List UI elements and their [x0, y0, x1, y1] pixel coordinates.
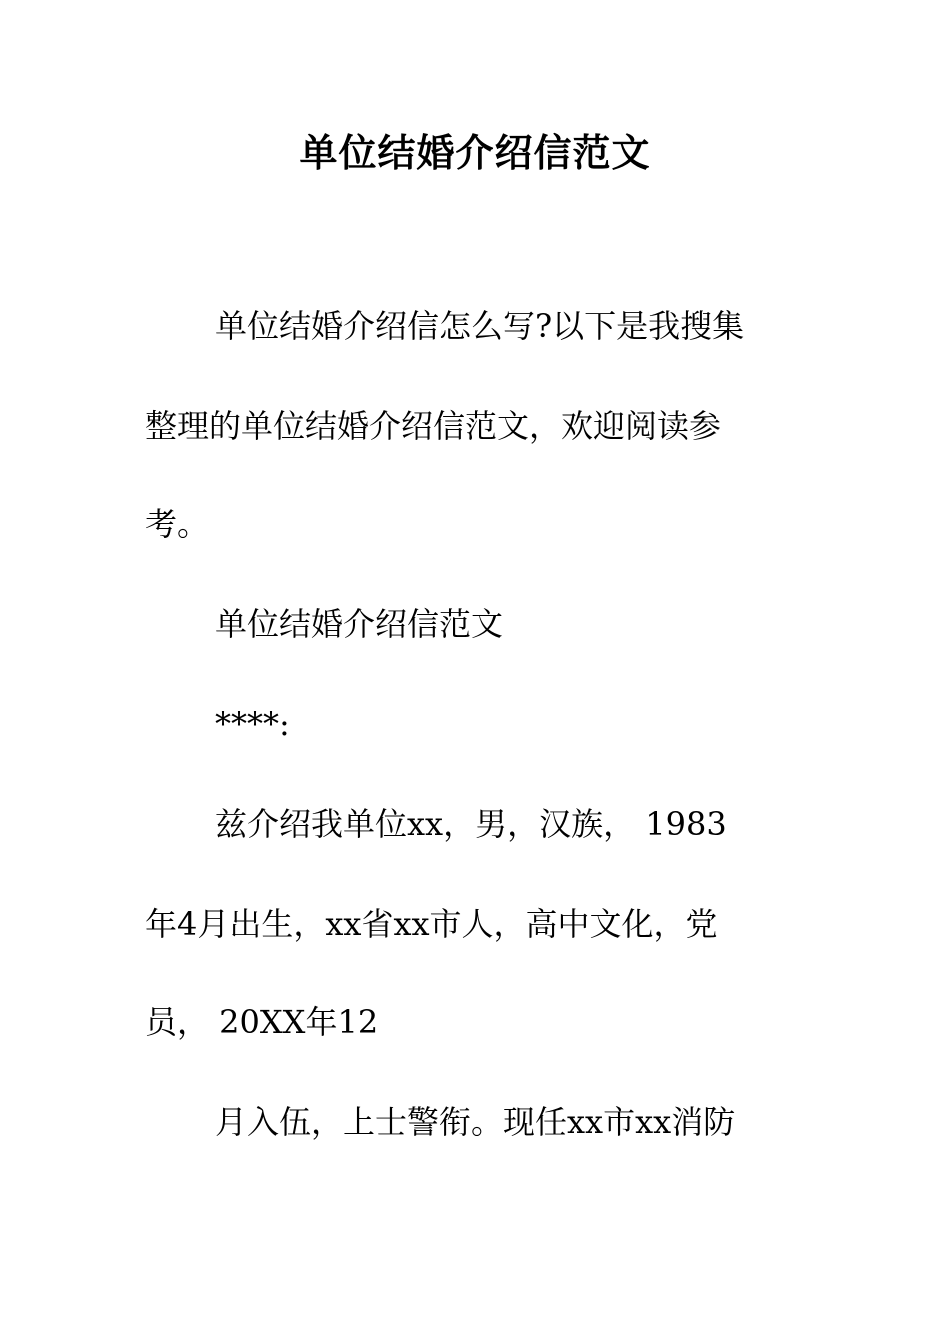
body-line-2: 年4月出生，xx省xx市人，高中文化，党 [145, 905, 718, 943]
body-line-4: 月入伍，上士警衔。现任xx市xx消防 [215, 1103, 736, 1141]
paragraph-line-3: 考。 [145, 505, 210, 543]
paragraph-line-2: 整理的单位结婚介绍信范文，欢迎阅读参 [145, 407, 722, 445]
salutation-line: ****: [215, 705, 290, 743]
subheading-line: 单位结婚介绍信范文 [215, 605, 504, 643]
document-title: 单位结婚介绍信范文 [299, 131, 651, 175]
paragraph-line-1: 单位结婚介绍信怎么写?以下是我搜集 [215, 307, 745, 345]
body-line-3: 员， 20XX年12 [145, 1003, 379, 1041]
body-line-1: 兹介绍我单位xx，男，汉族， 1983 [215, 805, 727, 843]
